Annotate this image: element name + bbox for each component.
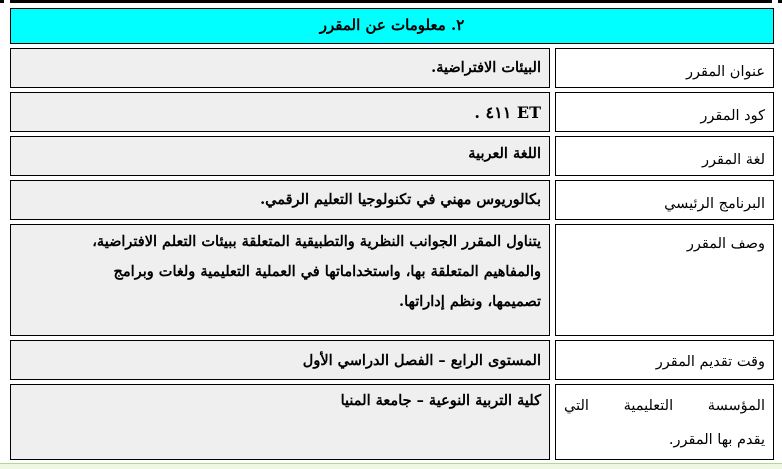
description-line-3: تصميمها، ونظم إداراتها.	[399, 293, 541, 310]
course-code-value: ET ٤١١ .	[10, 92, 550, 132]
course-title-label: عنوان المقرر	[555, 48, 774, 88]
institution-label	[555, 384, 774, 460]
description-line-1: يتناول المقرر الجوانب النظرية والتطبيقية المتعلقة ببيئات التعلم الافتراضية،	[92, 233, 541, 250]
course-language-value: اللغة العربية	[10, 136, 550, 176]
offering-time-value: المستوى الرابع – الفصل الدراسي الأول	[10, 340, 550, 380]
top-border	[0, 0, 782, 3]
offering-time-label: وقت تقديم المقرر	[555, 340, 774, 380]
course-title-value: البيئات الافتراضية.	[10, 48, 550, 88]
description-line-2: والمفاهيم المتعلقة بها، واستخداماتها في العملية التعليمية ولغات وبرامج	[113, 263, 541, 280]
course-description-value	[10, 224, 550, 336]
institution-label-line-1: المؤسسة التعليمية التي	[564, 398, 765, 414]
course-description-label: وصف المقرر	[555, 224, 774, 336]
section-title: ٢. معلومات عن المقرر	[10, 8, 774, 44]
institution-value: كلية التربية النوعية – جامعة المنيا	[10, 384, 550, 460]
main-program-label: البرنامج الرئيسي	[555, 180, 774, 220]
institution-label-line-2: يقدم بها المقرر.	[668, 432, 765, 448]
course-language-label: لغة المقرر	[555, 136, 774, 176]
course-code-label: كود المقرر	[555, 92, 774, 132]
main-program-value: بكالوريوس مهني في تكنولوجيا التعليم الرقمي.	[10, 180, 550, 220]
bottom-border	[0, 463, 782, 469]
